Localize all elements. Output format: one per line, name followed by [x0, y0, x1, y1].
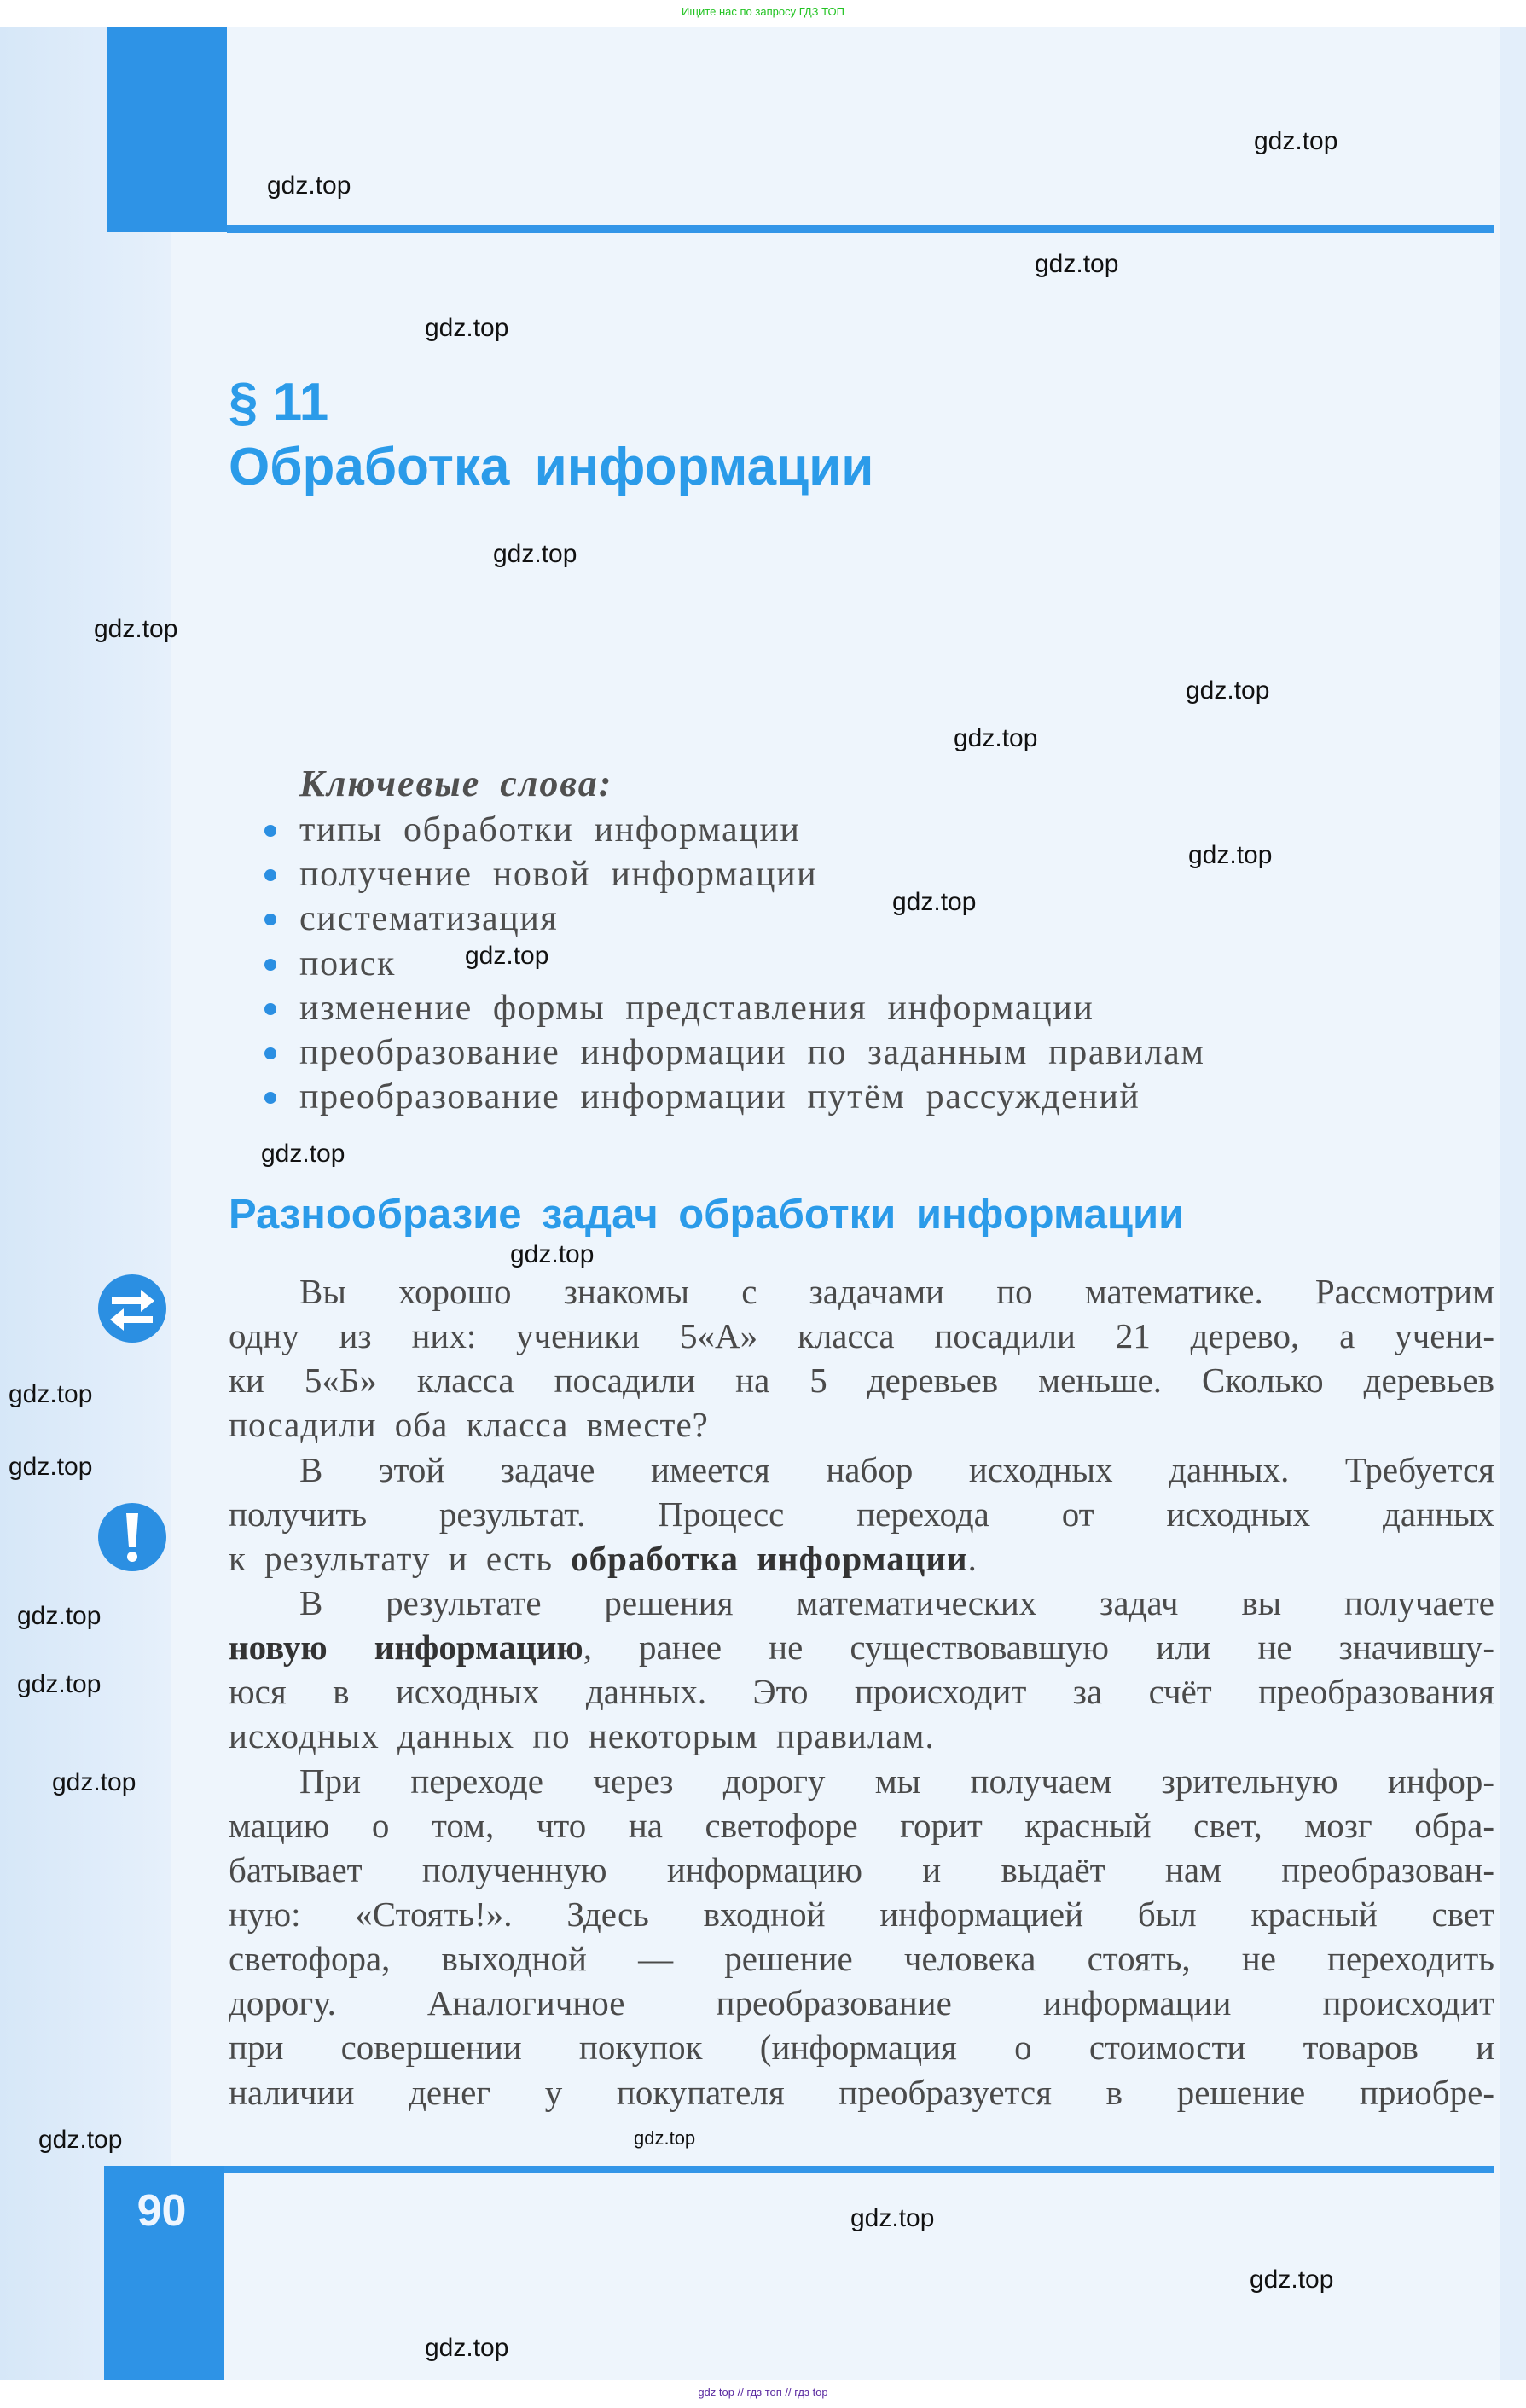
- section-number: § 11: [229, 373, 329, 432]
- text-line: [229, 1581, 1494, 1625]
- text-segment: батывает полученную информацию и выдаёт нам преобразован-: [229, 1849, 1494, 1889]
- text-segment: .: [967, 1538, 978, 1578]
- watermark: gdz.top: [634, 2127, 696, 2149]
- watermark: gdz.top: [425, 314, 509, 342]
- watermark: gdz.top: [38, 2126, 123, 2154]
- bullet-icon: [264, 869, 276, 881]
- text-line: [229, 1358, 1494, 1402]
- keyword-item: [264, 1075, 1205, 1119]
- page-title: Обработка информации: [229, 438, 874, 496]
- watermark: gdz.top: [850, 2204, 935, 2232]
- keyword-item: [264, 808, 1205, 852]
- text-segment: дорогу. Аналогичное преобразование информации происходит: [229, 1983, 1494, 2023]
- watermark: gdz.top: [954, 724, 1038, 752]
- page-number: 90: [136, 2186, 187, 2236]
- text-segment: юся в исходных данных. Это происходит за счёт преобразования: [229, 1672, 1494, 1712]
- text-line: [229, 1848, 1494, 1892]
- text-segment: ки 5«Б» класса посадили на 5 деревьев меньше. Сколько деревьев: [229, 1361, 1494, 1401]
- bold-term: обработка информации: [571, 1538, 968, 1578]
- bullet-icon: [264, 1047, 276, 1059]
- text-line: [229, 1803, 1494, 1848]
- text-segment: Вы хорошо знакомы с задачами по математике. Рассмотрим: [299, 1272, 1494, 1311]
- watermark: gdz.top: [1188, 841, 1273, 869]
- keyword-text: преобразование информации по заданным правилам: [299, 1032, 1205, 1072]
- watermark: gdz.top: [510, 1240, 595, 1268]
- keywords-list: [264, 808, 1205, 1119]
- watermark: gdz.top: [425, 2334, 509, 2362]
- top-banner: [0, 0, 1526, 27]
- text-line: [229, 1536, 1494, 1581]
- header-rule: [227, 225, 1494, 233]
- keyword-item: [264, 1030, 1205, 1075]
- text-line: [229, 1759, 1494, 1803]
- text-line: [229, 1625, 1494, 1669]
- right-margin: [1500, 27, 1526, 2380]
- keyword-item: [264, 896, 1205, 941]
- watermark: gdz.top: [1186, 676, 1270, 705]
- watermark: gdz.top: [94, 615, 178, 643]
- watermark: gdz.top: [9, 1453, 93, 1481]
- bullet-icon: [264, 959, 276, 971]
- watermark: gdz.top: [261, 1140, 345, 1168]
- swap-arrows-icon: [98, 1274, 166, 1343]
- text-line: [229, 2025, 1494, 2069]
- bullet-icon: [264, 1092, 276, 1104]
- keyword-text: систематизация: [299, 899, 559, 939]
- watermark: gdz.top: [52, 1768, 136, 1796]
- keyword-item: [264, 852, 1205, 896]
- text-line: [229, 1669, 1494, 1714]
- text-segment: , ранее не существовавшую или не значившу-: [583, 1628, 1494, 1668]
- text-segment: светофора, выходной — решение человека стоять, не переходить: [229, 1939, 1494, 1979]
- text-segment: к результату и есть: [229, 1538, 572, 1578]
- watermark: gdz.top: [17, 1670, 102, 1698]
- text-segment: мацию о том, что на светофоре горит красный свет, мозг обра-: [229, 1805, 1494, 1845]
- text-segment: посадили оба класса вместе?: [229, 1405, 709, 1445]
- bold-term: новую информацию: [229, 1628, 583, 1668]
- watermark: gdz.top: [1035, 250, 1119, 278]
- keyword-item: [264, 986, 1205, 1030]
- text-line: [229, 1492, 1494, 1536]
- exclamation-icon: [98, 1503, 166, 1571]
- watermark: gdz.top: [465, 942, 549, 970]
- watermark: gdz.top: [9, 1380, 93, 1408]
- keyword-item: [264, 942, 1205, 986]
- keyword-text: типы обработки информации: [299, 810, 801, 850]
- keyword-text: преобразование информации путём рассуждений: [299, 1077, 1140, 1117]
- bullet-icon: [264, 1003, 276, 1015]
- keyword-text: поиск: [299, 943, 396, 984]
- bottom-banner-text: gdz top // гдз топ // гдз top: [698, 2386, 828, 2399]
- keywords-heading: Ключевые слова:: [299, 763, 613, 804]
- left-margin: [0, 27, 171, 2380]
- text-segment: При переходе через дорогу мы получаем зрительную инфор-: [299, 1761, 1494, 1801]
- subheading: Разнообразие задач обработки информации: [229, 1192, 1185, 1238]
- watermark: gdz.top: [1250, 2266, 1334, 2294]
- header-blue-block: [107, 27, 227, 232]
- footer-rule: [224, 2166, 1494, 2173]
- text-segment: исходных данных по некоторым правилам.: [229, 1716, 935, 1756]
- text-line: [229, 1892, 1494, 1936]
- text-line: [229, 1981, 1494, 2025]
- text-segment: ную: «Стоять!». Здесь входной информацией был красный свет: [229, 1894, 1494, 1934]
- keyword-text: получение новой информации: [299, 855, 818, 895]
- text-segment: В этой задаче имеется набор исходных данных. Требуется: [299, 1449, 1494, 1489]
- bottom-banner: [0, 2380, 1526, 2408]
- top-banner-text: Ищите нас по запросу ГДЗ ТОП: [682, 5, 844, 18]
- bullet-icon: [264, 914, 276, 925]
- body-text: [229, 1269, 1494, 2115]
- watermark: gdz.top: [267, 171, 351, 200]
- text-line: [229, 1269, 1494, 1314]
- watermark: gdz.top: [892, 888, 977, 916]
- text-segment: В результате решения математических задач вы получаете: [299, 1582, 1494, 1622]
- text-line: [229, 1714, 1494, 1758]
- text-segment: наличии денег у покупателя преобразуется в решение приобре-: [229, 2072, 1494, 2112]
- bullet-icon: [264, 825, 276, 837]
- text-line: [229, 2070, 1494, 2115]
- watermark: gdz.top: [1254, 127, 1338, 155]
- text-segment: получить результат. Процесс перехода от исходных данных: [229, 1494, 1494, 1534]
- text-line: [229, 1314, 1494, 1358]
- text-segment: при совершении покупок (информация о стоимости товаров и: [229, 2028, 1494, 2068]
- text-line: [229, 1402, 1494, 1447]
- text-line: [229, 1936, 1494, 1981]
- text-segment: одну из них: ученики 5«А» класса посадили 21 дерево, а учени-: [229, 1316, 1494, 1356]
- keyword-text: изменение формы представления информации: [299, 988, 1094, 1028]
- watermark: gdz.top: [493, 540, 577, 568]
- text-line: [229, 1448, 1494, 1492]
- watermark: gdz.top: [17, 1602, 102, 1630]
